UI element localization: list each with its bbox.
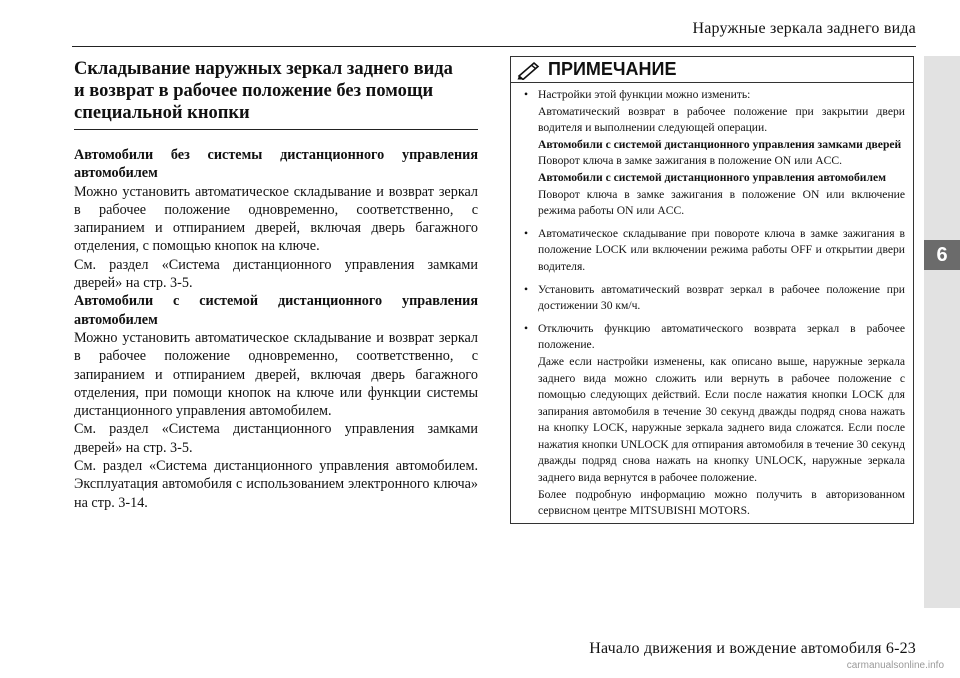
note-text: Настройки этой функции можно изменить: — [538, 88, 751, 101]
note-text: Установить автоматический возврат зеркал в рабочее положение при достижении 30 км/ч. — [538, 282, 905, 313]
note-text: Отключить функцию автоматического возврата зеркал в рабочее положение. — [538, 321, 905, 352]
note-text: Поворот ключа в замке зажигания в положение ON или включение режима работы ON или ACC. — [538, 187, 905, 218]
note-box — [510, 56, 914, 524]
note-text: Поворот ключа в замке зажигания в положение ON или ACC. — [538, 154, 843, 168]
section-title-line: специальной кнопки — [74, 103, 250, 123]
section-title-line: и возврат в рабочее положение без помощи — [74, 81, 434, 101]
note-text: Автоматический возврат в рабочее положение при закрытии двери водителя и выполнении следующей операции. — [538, 104, 905, 135]
note-header — [511, 57, 913, 83]
section-title-line: Складывание наружных зеркал заднего вида — [74, 59, 453, 79]
cross-reference: См. раздел «Система дистанционного управления замками дверей» на стр. 3-5. — [74, 256, 478, 292]
main-column — [74, 58, 478, 512]
pencil-icon — [516, 60, 544, 80]
header-rule — [72, 46, 916, 47]
cross-reference: См. раздел «Система дистанционного управления замками дверей» на стр. 3-5. — [74, 421, 478, 456]
note-bullet: • — [524, 321, 529, 335]
note-item — [524, 282, 905, 315]
note-item — [524, 321, 905, 520]
chapter-side-tab — [924, 56, 960, 608]
note-item — [524, 226, 905, 276]
section-title — [74, 58, 478, 130]
subheading: Автомобили с системой дистанционного управления автомобилем — [74, 293, 478, 328]
note-subheading: Автомобили с системой дистанционного управления замками дверей — [538, 137, 902, 151]
note-bullet: • — [524, 226, 529, 240]
note-text: Даже если настройки изменены, как описано выше, наружные зеркала заднего вида можно сложить или вернуть в рабочее положение с помощью следующих действий. Если после нажатия кнопки LOCK для запирания автомобиля в течение 30 секунд дважды подряд снова нажать на кнопку LOCK, наружные зеркала заднего вида сложатся. Если после нажатия кнопки UNLOCK для отпирания автомобиля в течение 30 секунд дважды подряд снова нажать на кнопку UNLOCK, наружные зеркала заднего вида вернутся в рабочее положение. — [538, 354, 905, 485]
note-subheading: Автомобили с системой дистанционного управления автомобилем — [538, 170, 886, 184]
section-body — [74, 146, 478, 512]
note-list — [511, 83, 913, 520]
chapter-number: 6 — [924, 240, 960, 270]
cross-reference: См. раздел «Система дистанционного управления автомобилем. Эксплуатация автомобиля с использованием электронного ключа» на стр. 3-14. — [74, 458, 478, 511]
running-head: Наружные зеркала заднего вида — [692, 20, 916, 37]
note-bullet: • — [524, 282, 529, 296]
paragraph: Можно установить автоматическое складывание и возврат зеркал в рабочее положение одновременно, соответственно, с запиранием и отпиранием дверей, включая дверь багажного отделения, с помощью кнопок на ключе. — [74, 183, 478, 255]
note-text: Более подробную информацию можно получить в авторизованном сервисном центре MITSUBISHI MOTORS. — [538, 487, 905, 518]
note-text: Автоматическое складывание при повороте ключа в замке зажигания в положение LOCK или включении режима работы OFF и открытии двери водителя. — [538, 226, 905, 273]
note-bullet: • — [524, 88, 529, 101]
subheading: Автомобили без системы дистанционного управления автомобилем — [74, 147, 478, 182]
note-item — [524, 87, 905, 220]
note-title: ПРИМЕЧАНИЕ — [548, 59, 677, 79]
watermark: carmanualsonline.info — [846, 660, 944, 671]
page-footer: Начало движения и вождение автомобиля 6-23 — [589, 640, 916, 657]
paragraph: Можно установить автоматическое складывание и возврат зеркал в рабочее положение одновременно, соответственно, с запиранием и отпиранием дверей, включая дверь багажного отделения, при помощи кнопок на ключе или функции системы дистанционного управления автомобилем. — [74, 329, 478, 420]
